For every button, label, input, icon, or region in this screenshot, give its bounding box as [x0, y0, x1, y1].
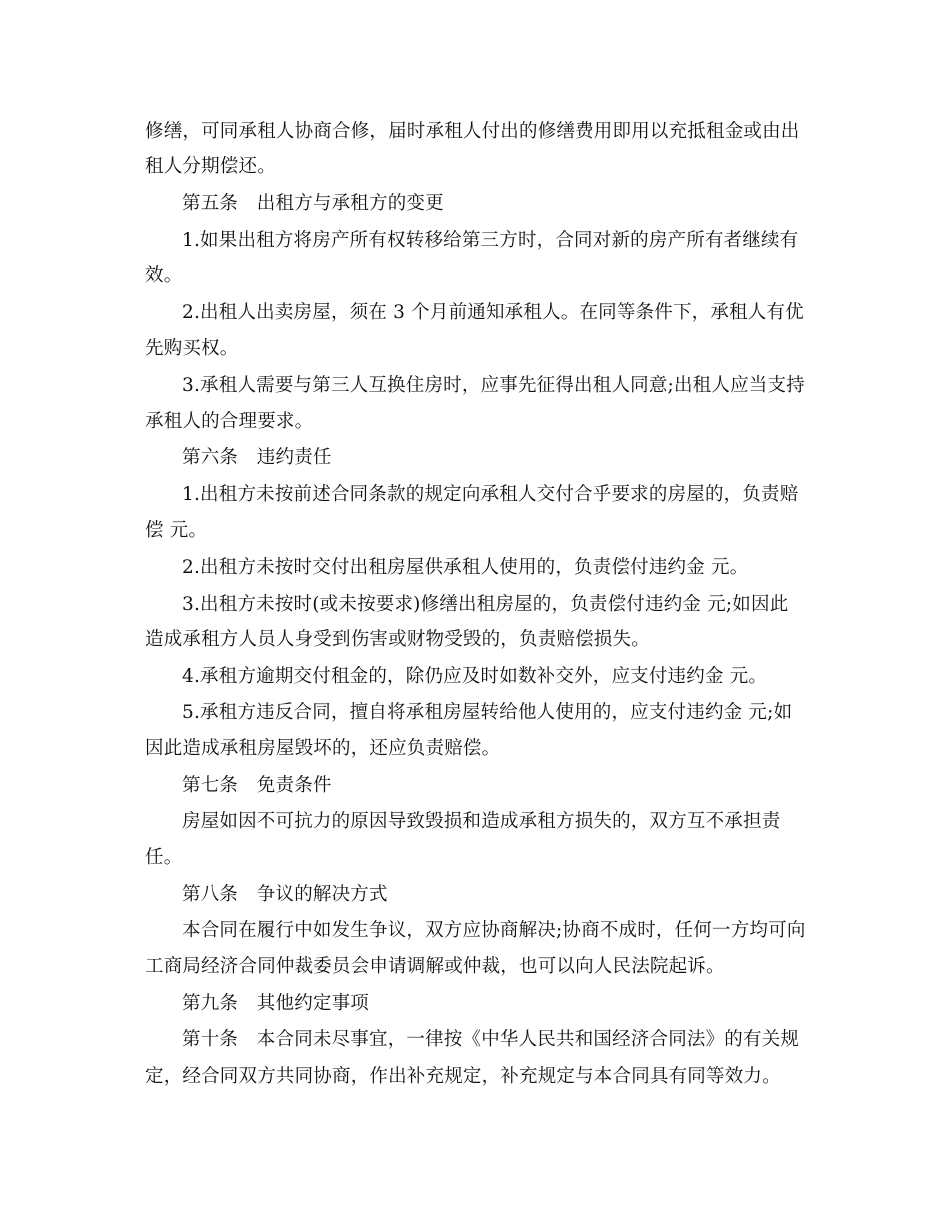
text-line: 3.出租方未按时(或未按要求)修缮出租房屋的，负责偿付违约金 元;如因此: [182, 594, 789, 615]
section-heading: 第八条 争议的解决方式: [182, 884, 388, 905]
text-line: 2.出租方未按时交付出租房屋供承租人使用的，负责偿付违约金 元。: [182, 557, 749, 578]
text-line: 4.承租方逾期交付租金的，除仍应及时如数补交外，应支付违约金 元。: [182, 666, 768, 687]
text-line: 修缮，可同承租人协商合修，届时承租人付出的修缮费用即用以充抵租金或由出: [145, 121, 800, 142]
text-line: 本合同在履行中如发生争议，双方应协商解决;协商不成时，任何一方均可向: [182, 920, 806, 941]
text-line: 承租人的合理要求。: [145, 411, 314, 432]
text-line: 工商局经济合同仲裁委员会申请调解或仲裁，也可以向人民法院起诉。: [145, 956, 725, 977]
text-line: 租人分期偿还。: [145, 156, 276, 177]
text-line: 房屋如因不可抗力的原因导致毁损和造成承租方损失的，双方互不承担责: [182, 811, 781, 832]
text-line: 3.承租人需要与第三人互换住房时，应事先征得出租人同意;出租人应当支持: [182, 375, 805, 396]
text-line: 偿 元。: [145, 520, 208, 541]
text-line: 造成承租方人员人身受到伤害或财物受毁的，负责赔偿损失。: [145, 629, 650, 650]
section-heading: 第七条 免责条件: [182, 775, 332, 796]
section-heading: 第五条 出租方与承租方的变更: [182, 193, 444, 214]
section-heading: 第九条 其他约定事项: [182, 993, 370, 1014]
text-line: 1.出租方未按前述合同条款的规定向承租人交付合乎要求的房屋的，负责赔: [182, 484, 799, 505]
section-heading: 第十条 本合同未尽事宜，一律按《中华人民共和国经济合同法》的有关规: [182, 1029, 800, 1050]
text-line: 先购买权。: [145, 338, 239, 359]
section-heading: 第六条 违约责任: [182, 447, 332, 468]
text-line: 定，经合同双方共同协商，作出补充规定，补充规定与本合同具有同等效力。: [145, 1066, 781, 1087]
text-line: 任。: [145, 847, 183, 868]
text-line: 1.如果出租方将房产所有权转移给第三方时，合同对新的房产所有者继续有: [182, 230, 799, 251]
text-line: 因此造成承租房屋毁坏的，还应负责赔偿。: [145, 738, 501, 759]
text-line: 2.出租人出卖房屋，须在 3 个月前通知承租人。在同等条件下，承租人有优: [182, 302, 804, 323]
text-line: 5.承租方违反合同，擅自将承租房屋转给他人使用的，应支付违约金 元;如: [182, 702, 793, 723]
text-line: 效。: [145, 265, 183, 286]
